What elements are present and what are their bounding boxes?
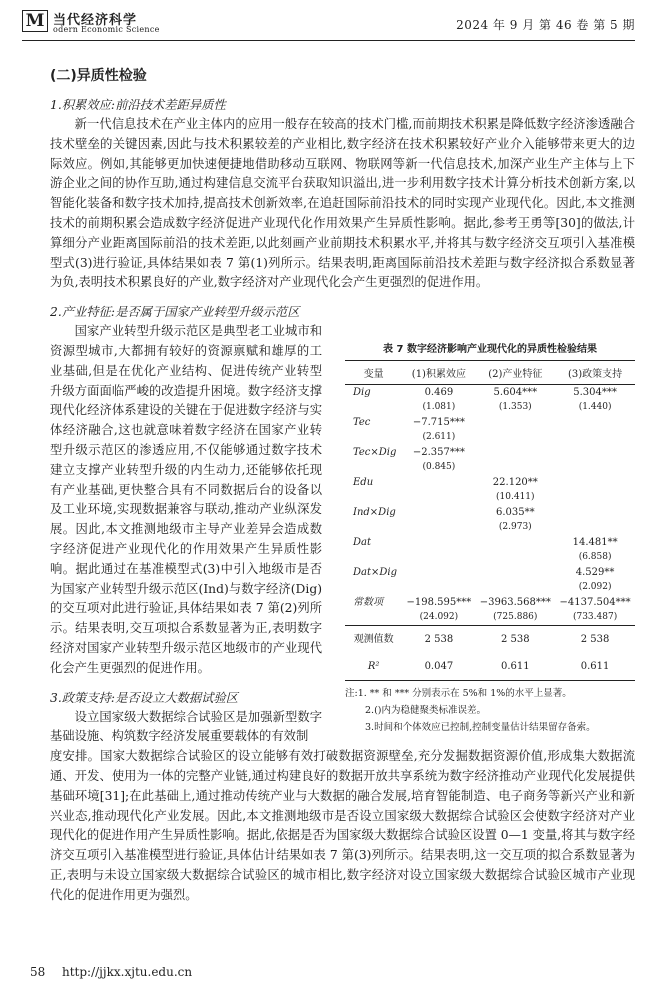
paragraph-3b: 度安排。国家大数据综合试验区的设立能够有效打破数据资源壁垒,充分发掘数据资源价值,形成集大数据流通、开发、使用为一体的完整产业链,通过构建良好的数据开放共享系统为数字经济推动产业现代化发展提供基础环境[31];在此基础上,通过推动传统产业与大数据的融合发展,培育智能制造、电子商务等新兴产业和新兴业态,推动现代化产业发展。因此,本文推测地级市是否设立国家级大数据综合试验区会使数字经济对产业现代化的促进作用产生异质性影响。据此,依据是否为国家级大数据综合试验区设置 0—1 变量,将其与数字经济交互项引入基准模型进行验证,具体估计结果如表 7 第(3)列所示。结果表明,这一交互项的拟合系数显著为正,表明与未设立国家级大数据综合试验区的城市相比,数字经济对设立国家级大数据综合试验区城市产业现代化的促进作用更为强烈。 <box>50 749 635 902</box>
se-col-1 <box>402 580 475 595</box>
table-row <box>345 505 635 520</box>
table-row-se <box>345 550 635 565</box>
blank-cell <box>345 550 402 565</box>
r2-col-2: 0.611 <box>475 653 555 681</box>
coef-col-2: 6.035** <box>495 507 535 518</box>
table-row-se <box>345 580 635 595</box>
subsection-title-2: 2.产业特征:是否属于国家产业转型升级示范区 <box>50 305 300 320</box>
se-col-2 <box>475 460 555 475</box>
se-col-3: (733.487) <box>572 612 618 622</box>
se-col-2: (1.353) <box>498 402 532 412</box>
table-note-1: 注:1. ** 和 *** 分别表示在 5%和 1%的水平上显著。 <box>345 688 572 699</box>
coef-col-2 <box>475 565 555 580</box>
se-col-1: (24.092) <box>419 612 459 622</box>
table-row-obs <box>345 626 635 654</box>
journal-url: http://jjkx.xjtu.edu.cn <box>62 965 193 979</box>
table-row-se <box>345 520 635 535</box>
obs-label: 观测值数 <box>345 626 402 654</box>
col-header-3: (3)政策支持 <box>555 361 635 385</box>
r2-col-3: 0.611 <box>555 653 635 681</box>
se-col-2 <box>475 550 555 565</box>
section-title: (二)异质性检验 <box>50 68 147 84</box>
col-header-2: (2)产业特征 <box>475 361 555 385</box>
table-header-row <box>345 361 635 385</box>
coef-col-2 <box>475 445 555 460</box>
paragraph-3a: 设立国家级大数据综合试验区是加强新型数字基础设施、构筑数字经济发展重要载体的有效制 <box>50 709 322 744</box>
se-col-3 <box>555 430 635 445</box>
table-7 <box>345 340 635 736</box>
r2-col-1: 0.047 <box>402 653 475 681</box>
row-variable: 常数项 <box>353 597 383 608</box>
table-row <box>345 445 635 460</box>
table-row-se <box>345 490 635 505</box>
header-rule <box>22 40 635 41</box>
table-notes <box>345 685 635 736</box>
blank-cell <box>345 490 402 505</box>
table-row-se <box>345 610 635 626</box>
coef-col-1 <box>402 505 475 520</box>
coef-col-1: 0.469 <box>424 387 454 398</box>
coef-col-2: 22.120** <box>492 477 538 488</box>
coef-col-3 <box>555 415 635 430</box>
col-header-var: 变量 <box>345 361 402 385</box>
results-table <box>345 360 635 681</box>
coef-col-3 <box>555 505 635 520</box>
table-row <box>345 475 635 490</box>
page-number: 58 <box>30 965 46 979</box>
blank-cell <box>345 430 402 445</box>
subsection-title-3: 3.政策支持:是否设立大数据试验区 <box>50 690 239 705</box>
subsection-title-1: 1.积累效应:前沿技术差距异质性 <box>50 98 226 112</box>
coef-col-1: −198.595*** <box>406 597 472 608</box>
coef-col-2 <box>475 535 555 550</box>
coef-col-3: 4.529** <box>575 567 615 578</box>
se-col-2: (10.411) <box>496 492 535 502</box>
table-row-r2 <box>345 653 635 681</box>
row-variable: Tec <box>353 417 371 428</box>
r2-label: R² <box>345 653 402 681</box>
paragraph-2: 国家产业转型升级示范区是典型老工业城市和资源型城市,大都拥有较好的资源禀赋和雄厚的工业基础,但是在优化产业结构、促进传统产业转型升级方面面临严峻的改造提升困境。数字经济支撑现代化经济体系建设的关键在于促进数字经济与实体经济融合,这也就意味着数字经济在国家产业转型升级示范区的渗透应用,不仅能够通过数字技术建立支撑产业转型升级的内生动力,还能够依托现有产业基础,更快整合具有不同数据后台的设备以及工业环境,实现数据兼容与联动,推动产业纵深发展。因此,本文推测地级市主导产业差异会造成数字经济促进产业现代化的作用效果产生异质性影响。据此通过在基准模型式(3)中引入地级市是否为国家产业转型升级示范区(Ind)与数字经济(Dig)的交互项对此进行验证,具体结果如表 7 第(2)列所示。结果表明,交互项拟合系数显著为正,表明数字经济对国家产业转型升级示范区地级市的产业现代化会产生更强烈的促进作用。 <box>50 324 322 675</box>
table-row <box>345 595 635 610</box>
coef-col-3: 14.481** <box>572 537 618 548</box>
row-variable: Dat×Dig <box>353 567 397 578</box>
row-variable: Dat <box>353 537 371 548</box>
journal-subtitle: odern Economic Science <box>53 25 160 34</box>
coef-col-3: −4137.504*** <box>559 597 631 608</box>
coef-col-3 <box>555 445 635 460</box>
obs-col-1: 2 538 <box>402 626 475 654</box>
row-variable: Edu <box>353 477 374 488</box>
se-col-3 <box>555 460 635 475</box>
table-row-se <box>345 430 635 445</box>
coef-col-3: 5.304*** <box>573 387 617 398</box>
row-variable: Dig <box>353 387 371 398</box>
se-col-1: (0.845) <box>422 462 456 472</box>
table-row-se <box>345 460 635 475</box>
table-row <box>345 385 635 401</box>
se-col-1 <box>402 490 475 505</box>
table-row <box>345 565 635 580</box>
table-note-3: 3.时间和个体效应已控制,控制变量估计结果留存备索。 <box>365 722 596 733</box>
table-note-2: 2.()内为稳健聚类标准误差。 <box>365 705 486 716</box>
se-col-3: (1.440) <box>578 402 612 412</box>
coef-col-1: −7.715*** <box>412 417 465 428</box>
col-header-1: (1)积累效应 <box>402 361 475 385</box>
table-row-se <box>345 400 635 415</box>
se-col-2 <box>475 580 555 595</box>
se-col-3 <box>555 520 635 535</box>
issue-info: 2024 年 9 月 第 46 卷 第 5 期 <box>456 18 635 32</box>
coef-col-2: 5.604*** <box>493 387 538 398</box>
se-col-2: (725.886) <box>493 612 538 622</box>
table-row <box>345 415 635 430</box>
se-col-2 <box>475 430 555 445</box>
coef-col-1 <box>402 475 475 490</box>
blank-cell <box>345 460 402 475</box>
blank-cell <box>345 580 402 595</box>
blank-cell <box>345 400 402 415</box>
coef-col-1: −2.357*** <box>412 447 465 458</box>
blank-cell <box>345 610 402 626</box>
se-col-1: (1.081) <box>422 402 456 412</box>
journal-name: 当代经济科学 <box>53 13 138 28</box>
se-col-1 <box>402 550 475 565</box>
se-col-3 <box>555 490 635 505</box>
row-variable: Ind×Dig <box>353 507 396 518</box>
se-col-1 <box>402 520 475 535</box>
se-col-3: (2.092) <box>578 582 612 592</box>
se-col-2: (2.973) <box>498 522 532 532</box>
coef-col-3 <box>555 475 635 490</box>
blank-cell <box>345 520 402 535</box>
row-variable: Tec×Dig <box>353 447 397 458</box>
coef-col-2: −3963.568*** <box>479 597 551 608</box>
table-title: 表 7 数字经济影响产业现代化的异质性检验结果 <box>383 344 597 355</box>
table-row <box>345 535 635 550</box>
journal-logo: M <box>22 10 48 32</box>
se-col-1: (2.611) <box>422 432 456 442</box>
paragraph-1: 新一代信息技术在产业主体内的应用一般存在较高的技术门槛,而前期技术积累是降低数字经济渗透融合技术壁垒的关键因素,因此与技术积累较差的产业相比,数字经济在技术积累较好产业介入能够带来更大的边际效应。例如,其能够更加快速便捷地借助移动互联网、物联网等新一代信息技术,加深产业生产主体与上下游企业之间的协作互助,通过构建信息交流平台获取知识溢出,进一步利用数字技术计算分析技术创新方案,以智能化装备和数字技术加持,提高技术创新效率,在追赶国际前沿技术的同时实现产业现代化。因此,本文推测技术的前期积累会造成数字经济促进产业现代化作用效果产生异质性影响。据此,参考王勇等[30]的做法,计算细分产业距离国际前沿的技术差距,以此刻画产业前期技术积累水平,并将其与数字经济交互项引入基准模型式(3)进行验证,具体结果如表 7 第(1)列所示。结果表明,距离国际前沿技术差距与数字经济拟合系数显著为负,表明技术积累良好的产业,数字经济对产业现代化会产生更强烈的促进作用。 <box>50 117 635 290</box>
obs-col-2: 2 538 <box>475 626 555 654</box>
se-col-3: (6.858) <box>578 552 612 562</box>
obs-col-3: 2 538 <box>555 626 635 654</box>
coef-col-1 <box>402 535 475 550</box>
coef-col-1 <box>402 565 475 580</box>
coef-col-2 <box>475 415 555 430</box>
